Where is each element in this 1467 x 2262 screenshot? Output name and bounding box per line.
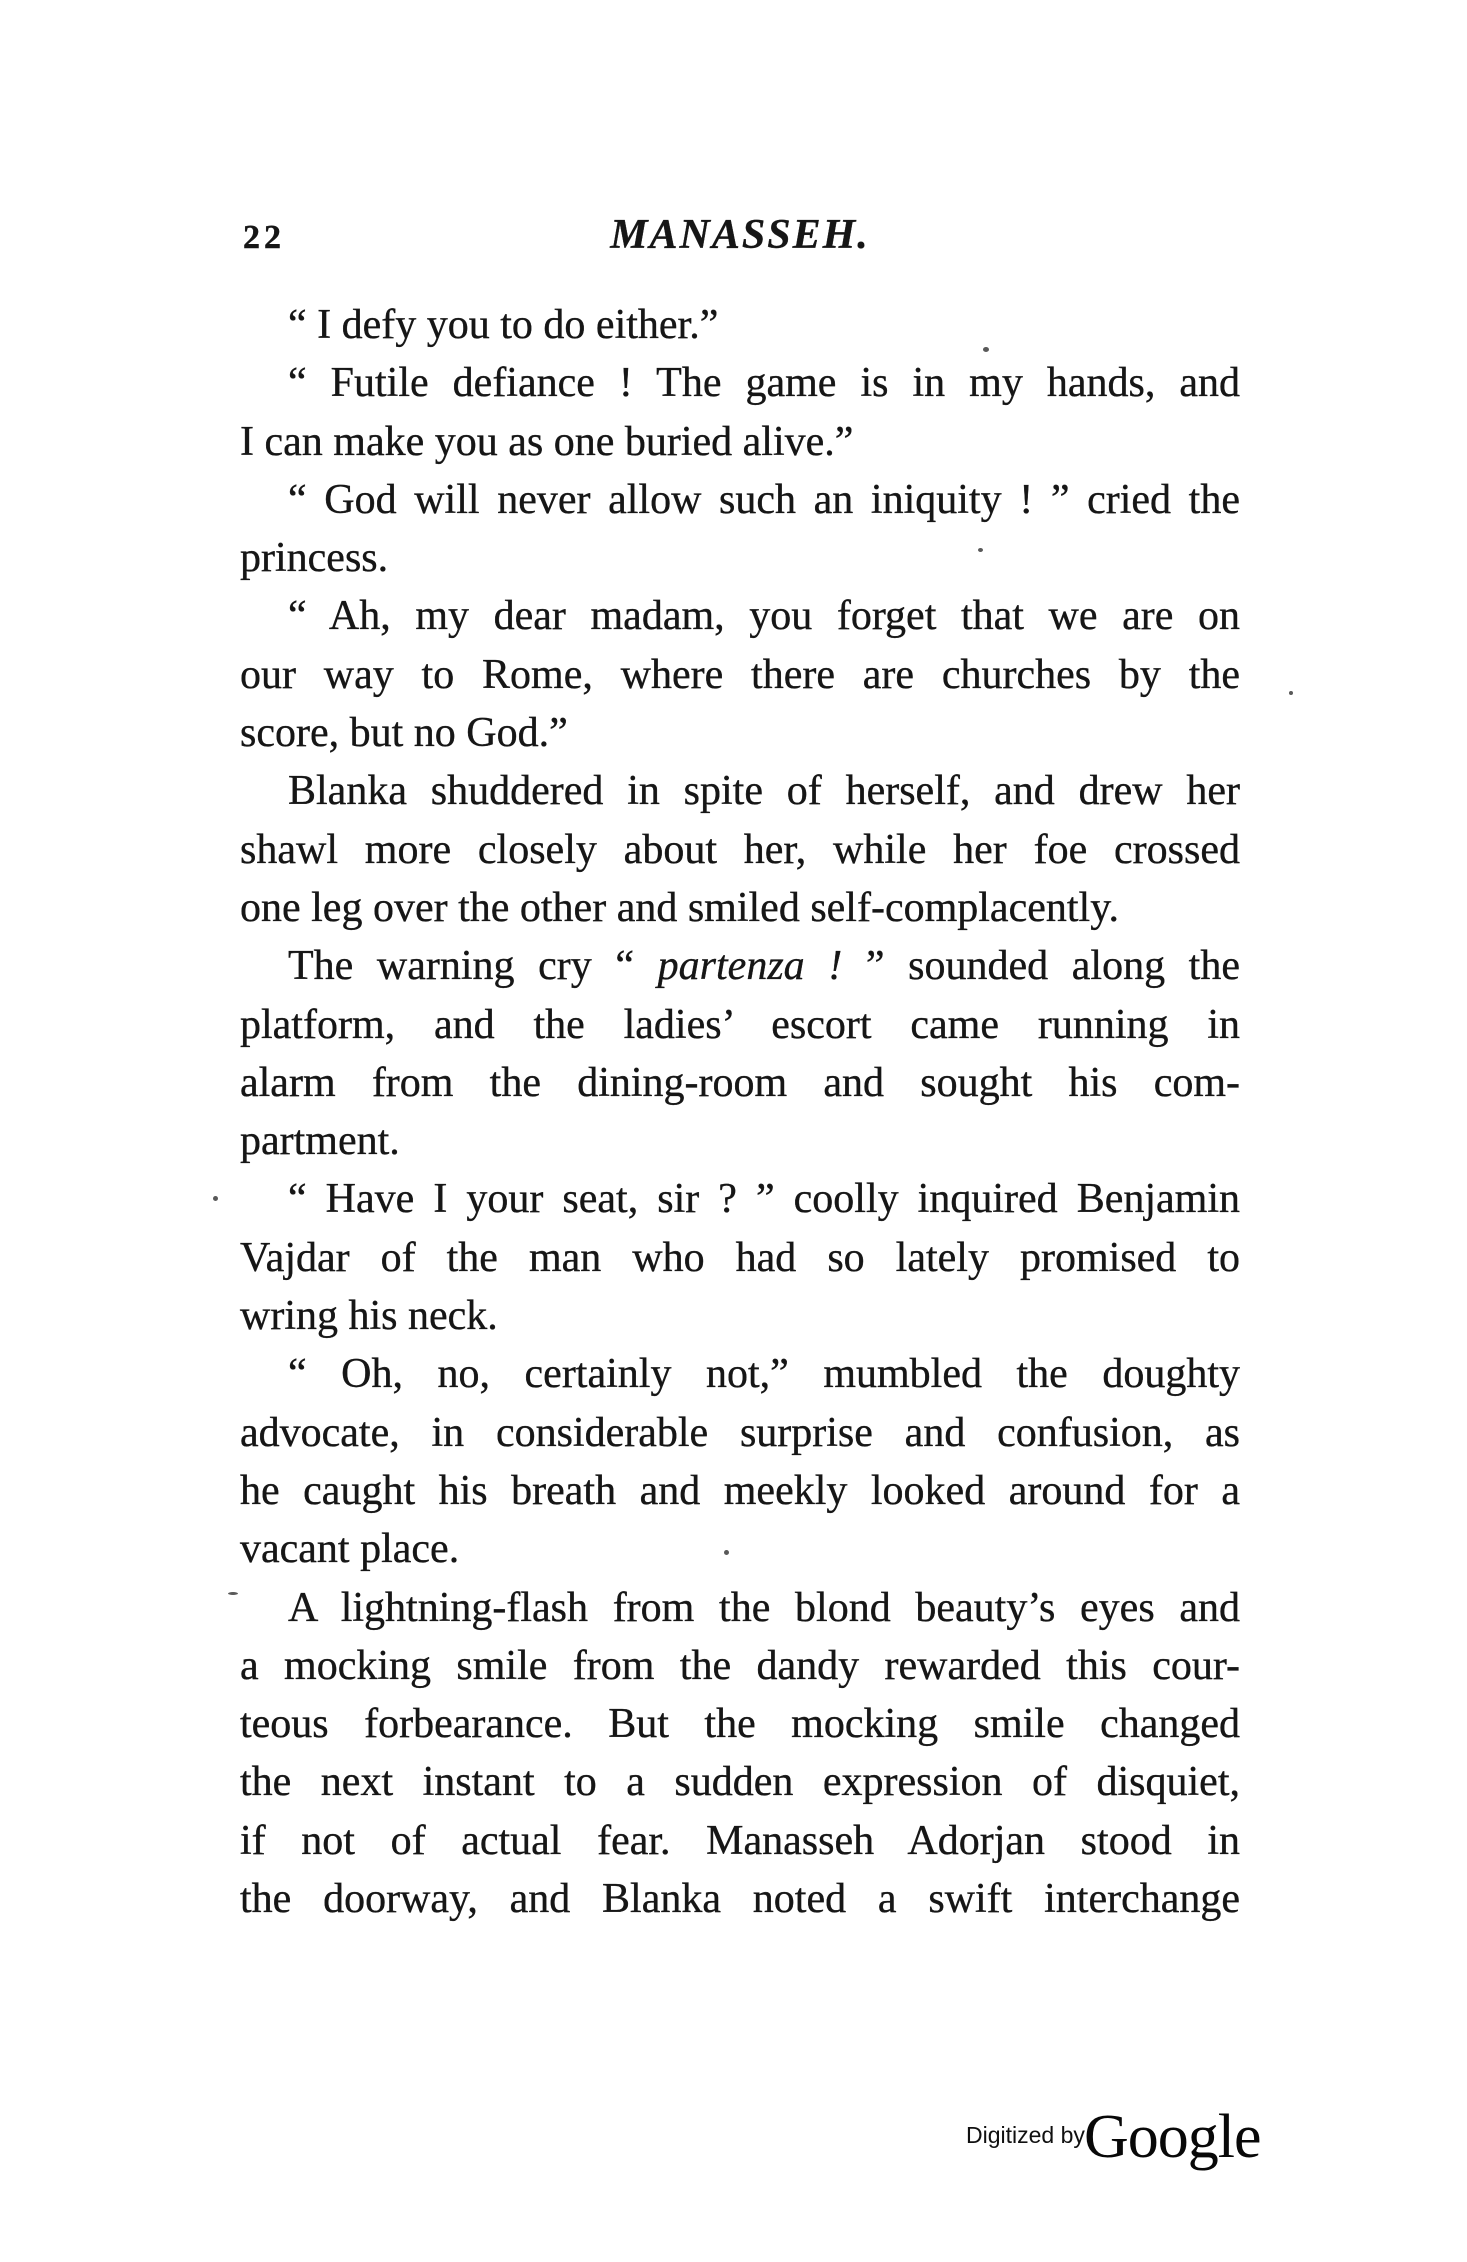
text-line	[240, 587, 1240, 645]
text-line	[240, 704, 1240, 762]
text-line	[240, 1637, 1240, 1695]
text-line	[240, 1462, 1240, 1520]
text-run: platform, and the ladies’ escort came running in	[240, 1001, 1240, 1048]
text-run: if not of actual fear. Manasseh Adorjan stood in	[240, 1817, 1240, 1864]
text-run: the next instant to a sudden expression of disquiet,	[240, 1759, 1240, 1806]
text-run: the doorway, and Blanka noted a swift interchange	[240, 1876, 1240, 1923]
text-run: partment.	[240, 1118, 400, 1165]
text-run: ” sounded along the	[842, 943, 1240, 990]
text-line	[240, 1695, 1240, 1753]
text-run: he caught his breath and meekly looked around for a	[240, 1467, 1240, 1514]
text-line	[240, 1345, 1240, 1403]
text-line	[240, 529, 1240, 587]
text-run: A lightning-flash from the blond beauty’s eyes and	[288, 1584, 1240, 1631]
text-run: “ Oh, no, certainly not,” mumbled the doughty	[288, 1351, 1240, 1398]
text-run: shawl more closely about her, while her foe crossed	[240, 826, 1240, 873]
running-title: MANASSEH.	[610, 212, 870, 258]
text-line	[240, 1520, 1240, 1578]
text-run: vacant place.	[240, 1526, 460, 1573]
text-run: I can make you as one buried alive.”	[240, 418, 854, 465]
text-line	[240, 296, 1240, 354]
text-line	[240, 879, 1240, 937]
text-line	[240, 762, 1240, 820]
text-line	[240, 1753, 1240, 1811]
text-run: alarm from the dining-room and sought his com-	[240, 1059, 1240, 1106]
text-line	[240, 1812, 1240, 1870]
text-line	[240, 821, 1240, 879]
text-line	[240, 471, 1240, 529]
text-line	[240, 937, 1240, 995]
text-line	[240, 354, 1240, 412]
body-text	[240, 296, 1240, 1928]
text-run: one leg over the other and smiled self-complacently.	[240, 884, 1119, 931]
text-run: teous forbearance. But the mocking smile changed	[240, 1701, 1240, 1748]
text-line	[240, 1170, 1240, 1228]
scan-speck	[978, 548, 983, 552]
text-run: our way to Rome, where there are churches by the	[240, 651, 1240, 698]
scan-speck	[228, 1592, 238, 1595]
page-number: 22	[243, 219, 285, 256]
text-run: advocate, in considerable surprise and confusion, as	[240, 1409, 1240, 1456]
text-run: “ Futile defiance ! The game is in my hands, and	[288, 360, 1240, 407]
text-line	[240, 996, 1240, 1054]
text-line	[240, 413, 1240, 471]
text-line	[240, 1404, 1240, 1462]
scan-speck	[213, 1196, 218, 1201]
text-line	[240, 1287, 1240, 1345]
text-line	[240, 1579, 1240, 1637]
text-run: wring his neck.	[240, 1293, 498, 1340]
text-run: princess.	[240, 535, 389, 582]
google-wordmark: Google	[1084, 2103, 1261, 2171]
text-run: a mocking smile from the dandy rewarded this cour-	[240, 1642, 1240, 1689]
text-line	[240, 1870, 1240, 1928]
text-run: Vajdar of the man who had so lately promised to	[240, 1234, 1240, 1281]
text-line	[240, 1229, 1240, 1287]
text-run: Blanka shuddered in spite of herself, and drew her	[288, 768, 1240, 815]
italic-text-run: partenza !	[657, 943, 843, 990]
text-run: The warning cry “	[288, 943, 658, 990]
scan-speck	[724, 1550, 729, 1555]
text-run: “ Have I your seat, sir ? ” coolly inquired Benjamin	[288, 1176, 1240, 1223]
scan-speck	[983, 347, 989, 352]
text-line	[240, 1112, 1240, 1170]
scan-speck	[1289, 691, 1293, 695]
text-line	[240, 1054, 1240, 1112]
text-line	[240, 646, 1240, 704]
text-run: “ God will never allow such an iniquity ! ” cried the	[288, 476, 1240, 523]
text-run: score, but no God.”	[240, 710, 568, 757]
text-run: “ Ah, my dear madam, you forget that we are on	[288, 593, 1240, 640]
digitized-by-label: Digitized by	[966, 2122, 1085, 2148]
text-run: “ I defy you to do either.”	[288, 302, 719, 348]
